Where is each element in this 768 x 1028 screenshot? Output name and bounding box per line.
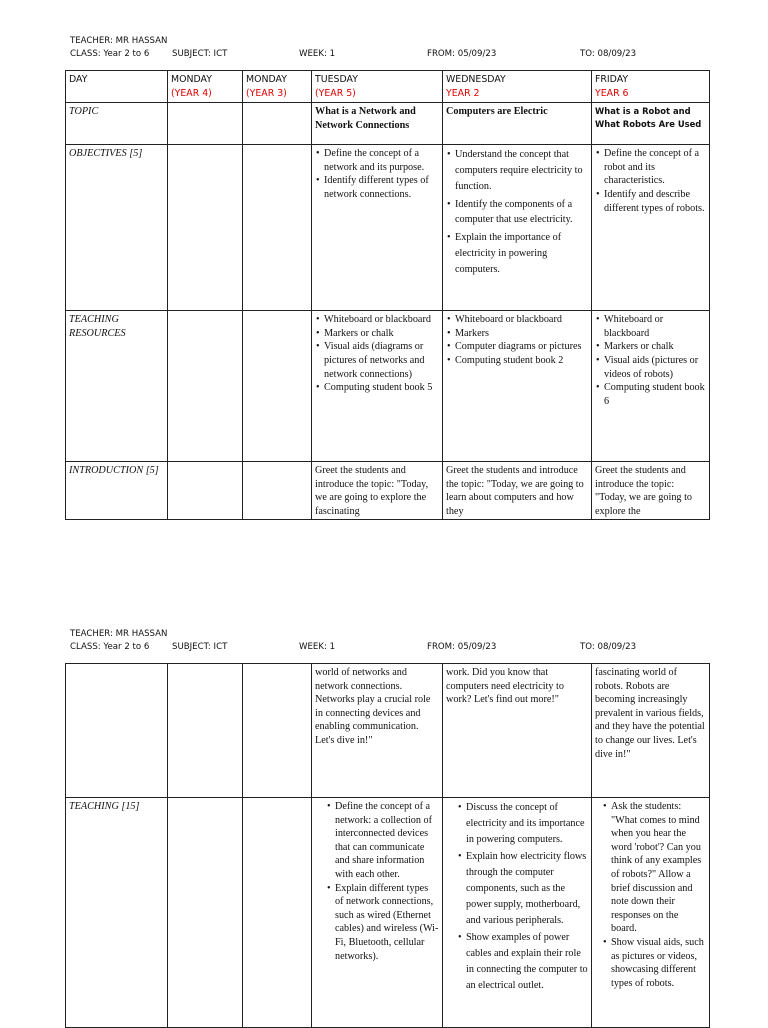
objectives-label: OBJECTIVES [5] — [66, 145, 168, 311]
lesson-plan-table-page2 — [65, 663, 710, 1028]
empty-cell — [243, 664, 312, 798]
list-item: • Visual aids (pictures or videos of robots) — [604, 354, 706, 381]
teaching-friday — [592, 798, 710, 1028]
teacher-label: TEACHER: MR HASSAN — [70, 36, 168, 46]
topic-tuesday: What is a Network and Network Connections — [312, 103, 443, 145]
list-item: • Identify and describe different types of robots. — [604, 188, 706, 215]
day-label: DAY — [69, 74, 88, 85]
introduction-text: Greet the students and introduce the topic: "Today, we are going to explore the fascinating — [315, 465, 429, 517]
list-item: • Whiteboard or blackboard — [604, 313, 706, 340]
list-item: • Show examples of power cables and explain their role in connecting the computer to an electrical outlet. — [466, 930, 588, 993]
list-item: • Understand the concept that computers require electricity to function. — [455, 147, 588, 194]
day-header-cell — [66, 71, 168, 103]
monday-year4-header — [168, 71, 243, 103]
year-label: (YEAR 3) — [246, 87, 287, 99]
year-label: (YEAR 4) — [171, 87, 212, 99]
subject-label: SUBJECT: ICT — [172, 49, 228, 59]
empty-cell — [243, 462, 312, 520]
list-item: • Computing student book 6 — [604, 381, 706, 408]
list-item: • Explain how electricity flows through the computer components, such as the power supply, motherboard, and various peripherals. — [466, 849, 588, 928]
topic-friday: What is a Robot and What Robots Are Used — [592, 103, 710, 145]
teaching-wednesday — [443, 798, 592, 1028]
resources-wednesday — [443, 311, 592, 462]
list-item: • Computing student book 2 — [455, 354, 588, 368]
list-item: • Explain different types of network connections, such as wired (Ethernet cables) and wireless (Wi-Fi, Bluetooth, cellular networks). — [335, 882, 439, 964]
list-item: • Computing student book 5 — [324, 381, 439, 395]
friday-year6-header — [592, 71, 710, 103]
introduction-text: Greet the students and introduce the topic: "Today, we are going to learn about computers and how they — [446, 465, 584, 517]
from-label: FROM: 05/09/23 — [427, 49, 497, 59]
day-name: MONDAY — [246, 74, 287, 85]
resources-friday — [592, 311, 710, 462]
empty-cell — [168, 798, 243, 1028]
to-label: TO: 08/09/23 — [580, 49, 637, 59]
resources-row — [66, 311, 710, 462]
lesson-plan-table-page1 — [65, 70, 710, 520]
introduction-friday — [592, 462, 710, 520]
empty-cell — [168, 103, 243, 145]
topic-row — [66, 103, 710, 145]
day-name: FRIDAY — [595, 74, 629, 85]
list-item: • Whiteboard or blackboard — [324, 313, 439, 327]
teaching-row — [66, 798, 710, 1028]
list-item: • Computer diagrams or pictures — [455, 340, 588, 354]
empty-cell — [243, 145, 312, 311]
tuesday-year5-header — [312, 71, 443, 103]
introduction-label: INTRODUCTION [5] — [66, 462, 168, 520]
teacher-label: TEACHER: MR HASSAN — [70, 629, 168, 639]
objectives-row — [66, 145, 710, 311]
empty-cell — [168, 311, 243, 462]
list-item: • Identify the components of a computer that use electricity. — [455, 197, 588, 229]
list-item: • Whiteboard or blackboard — [455, 313, 588, 327]
continued-friday: fascinating world of robots. Robots are becoming increasingly prevalent in various fields, and they have the potential to change our lives. Let's dive in!" — [592, 664, 710, 798]
teaching-tuesday — [312, 798, 443, 1028]
list-item: • Define the concept of a robot and its characteristics. — [604, 147, 706, 188]
from-label: FROM: 05/09/23 — [427, 642, 497, 652]
class-label: CLASS: Year 2 to 6 — [70, 642, 150, 652]
empty-cell — [243, 798, 312, 1028]
list-item: • Define the concept of a network and its purpose. — [324, 147, 439, 174]
topic-wednesday: Computers are Electric — [443, 103, 592, 145]
continued-tuesday: world of networks and network connections. Networks play a crucial role in connecting devices and enabling communication. Let's dive in!" — [312, 664, 443, 798]
list-item: • Discuss the concept of electricity and its importance in powering computers. — [466, 800, 588, 847]
day-name: MONDAY — [171, 74, 212, 85]
introduction-wednesday — [443, 462, 592, 520]
introduction-text: Greet the students and introduce the topic: "Today, we are going to explore the — [595, 465, 692, 517]
objectives-friday — [592, 145, 710, 311]
topic-label: TOPIC — [66, 103, 168, 145]
empty-cell — [168, 462, 243, 520]
day-header-row — [66, 71, 710, 103]
day-name: TUESDAY — [315, 74, 358, 85]
objectives-wednesday — [443, 145, 592, 311]
monday-year3-header — [243, 71, 312, 103]
week-label: WEEK: 1 — [299, 642, 336, 652]
year-label: YEAR 2 — [446, 87, 480, 99]
list-item: • Explain the importance of electricity in powering computers. — [455, 230, 588, 277]
introduction-row — [66, 462, 710, 520]
list-item: • Ask the students: "What comes to mind when you hear the word 'robot'? Can you think of any examples of robots?" Allow a brief discussion and note down their responses on the board. — [611, 800, 706, 936]
objectives-tuesday — [312, 145, 443, 311]
continued-wednesday: work. Did you know that computers need electricity to work? Let's find out more!" — [443, 664, 592, 798]
year-label: (YEAR 5) — [315, 87, 356, 99]
list-item: • Identify different types of network connections. — [324, 174, 439, 201]
empty-cell — [168, 664, 243, 798]
teaching-label: TEACHING [15] — [66, 798, 168, 1028]
wednesday-year2-header — [443, 71, 592, 103]
list-item: • Show visual aids, such as pictures or videos, showcasing different types of robots. — [611, 936, 706, 990]
introduction-continued-row — [66, 664, 710, 798]
resources-tuesday — [312, 311, 443, 462]
list-item: • Markers or chalk — [604, 340, 706, 354]
empty-cell — [243, 103, 312, 145]
list-item: • Define the concept of a network: a collection of interconnected devices that can communicate and share information with each other. — [335, 800, 439, 882]
subject-label: SUBJECT: ICT — [172, 642, 228, 652]
to-label: TO: 08/09/23 — [580, 642, 637, 652]
resources-label: TEACHING RESOURCES — [66, 311, 168, 462]
week-label: WEEK: 1 — [299, 49, 336, 59]
empty-cell — [243, 311, 312, 462]
empty-cell — [168, 145, 243, 311]
list-item: • Markers or chalk — [324, 327, 439, 341]
year-label: YEAR 6 — [595, 87, 629, 99]
introduction-tuesday — [312, 462, 443, 520]
day-name: WEDNESDAY — [446, 74, 506, 85]
list-item: • Markers — [455, 327, 588, 341]
class-label: CLASS: Year 2 to 6 — [70, 49, 150, 59]
list-item: • Visual aids (diagrams or pictures of networks and network connections) — [324, 340, 439, 381]
empty-cell — [66, 664, 168, 798]
